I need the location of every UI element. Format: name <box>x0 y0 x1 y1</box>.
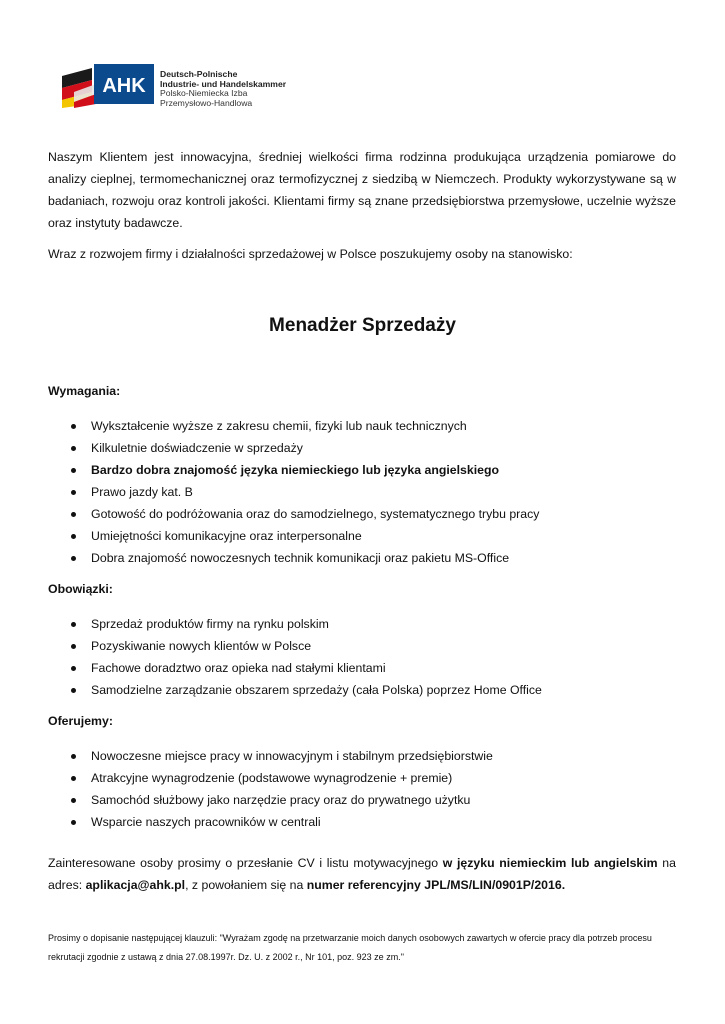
requirements-list <box>48 415 678 569</box>
ahk-emblem-icon <box>52 62 156 108</box>
bullet-icon <box>71 490 76 495</box>
bullet-icon <box>71 666 76 671</box>
list-item: Atrakcyjne wynagrodzenie (podstawowe wynagrodzenie + premie) <box>48 767 678 789</box>
bullet-icon <box>71 446 76 451</box>
list-item: Kilkuletnie doświadczenie w sprzedaży <box>48 437 678 459</box>
list-item: Fachowe doradztwo oraz opieka nad stałymi klientami <box>48 657 678 679</box>
ahk-logo <box>52 62 292 108</box>
list-item: Wykształcenie wyższe z zakresu chemii, fizyki lub nauk technicznych <box>48 415 678 437</box>
job-title: Menadżer Sprzedaży <box>269 315 456 336</box>
list-item: Samodzielne zarządzanie obszarem sprzedaży (cała Polska) poprzez Home Office <box>48 679 678 701</box>
list-item: Samochód służbowy jako narzędzie pracy oraz do prywatnego użytku <box>48 789 678 811</box>
bullet-icon <box>71 644 76 649</box>
application-paragraph: Zainteresowane osoby prosimy o przesłanie CV i listu motywacyjnego w języku niemieckim lub angielskim na adres: aplikacja@ahk.pl, z powołaniem się na numer referencyjny JPL/MS/LIN/0901P/2016. <box>48 856 676 892</box>
application-language: w języku niemieckim lub angielskim <box>442 856 658 870</box>
bullet-icon <box>71 798 76 803</box>
reference-number: numer referencyjny JPL/MS/LIN/0901P/2016. <box>306 878 566 892</box>
list-item: Dobra znajomość nowoczesnych technik komunikacji oraz pakietu MS-Office <box>48 547 678 569</box>
list-item: Wsparcie naszych pracowników w centrali <box>48 811 678 833</box>
bullet-icon <box>71 622 76 627</box>
bullet-icon <box>71 820 76 825</box>
logo-line-2: Industrie- und Handelskammer <box>160 78 287 89</box>
logo-mark: AHK <box>102 75 146 97</box>
list-item: Prawo jazdy kat. B <box>48 481 678 503</box>
consent-footnote: Prosimy o dopisanie następującej klauzuli: "Wyrażam zgodę na przetwarzanie moich danych osobowych zawartych w ofercie pracy dla potrzeb procesu rekrutacji zgodnie z ustawą z dnia 27.08.1997r. Dz. U. z 2002 r., Nr 101, poz. 923 ze zm." <box>48 933 652 962</box>
requirements-heading: Wymagania: <box>48 384 121 398</box>
duties-heading: Obowiązki: <box>48 582 113 596</box>
bullet-icon <box>71 776 76 781</box>
application-email[interactable]: aplikacja@ahk.pl <box>85 878 186 892</box>
intro-paragraph: Naszym Klientem jest innowacyjna, średniej wielkości firma rodzinna produkująca urządzenia pomiarowe do analizy cieplnej, termomechanicznej oraz termofizycznej z siedzibą w Niemczech. Produkty wykorzystywane są w badaniach, rozwoju oraz kontroli jakości. Klientami firmy są znane przedsiębiorstwa przemysłowe, uczelnie wyższe oraz instytuty badawcze. <box>48 150 676 230</box>
list-item: Nowoczesne miejsce pracy w innowacyjnym i stabilnym przedsiębiorstwie <box>48 745 678 767</box>
logo-line-3: Polsko-Niemiecka Izba <box>160 88 248 99</box>
logo-line-1: Deutsch-Polnische <box>160 69 238 79</box>
bullet-icon <box>71 424 76 429</box>
intro-paragraph-2: Wraz z rozwojem firmy i działalności sprzedażowej w Polsce poszukujemy osoby na stanowisko: <box>48 247 573 261</box>
duties-list <box>48 613 678 701</box>
offer-list <box>48 745 678 833</box>
list-item: Umiejętności komunikacyjne oraz interpersonalne <box>48 525 678 547</box>
bullet-icon <box>71 688 76 693</box>
list-item: Gotowość do podróżowania oraz do samodzielnego, systematycznego trybu pracy <box>48 503 678 525</box>
bullet-icon <box>71 556 76 561</box>
logo-text <box>160 70 286 108</box>
bullet-icon <box>71 534 76 539</box>
bullet-icon <box>71 754 76 759</box>
offer-heading: Oferujemy: <box>48 714 113 728</box>
bullet-icon <box>71 512 76 517</box>
list-item: Bardzo dobra znajomość języka niemieckiego lub języka angielskiego <box>48 459 678 481</box>
bullet-icon <box>71 468 76 473</box>
list-item: Pozyskiwanie nowych klientów w Polsce <box>48 635 678 657</box>
logo-line-4: Przemysłowo-Handlowa <box>160 97 253 108</box>
list-item: Sprzedaż produktów firmy na rynku polskim <box>48 613 678 635</box>
